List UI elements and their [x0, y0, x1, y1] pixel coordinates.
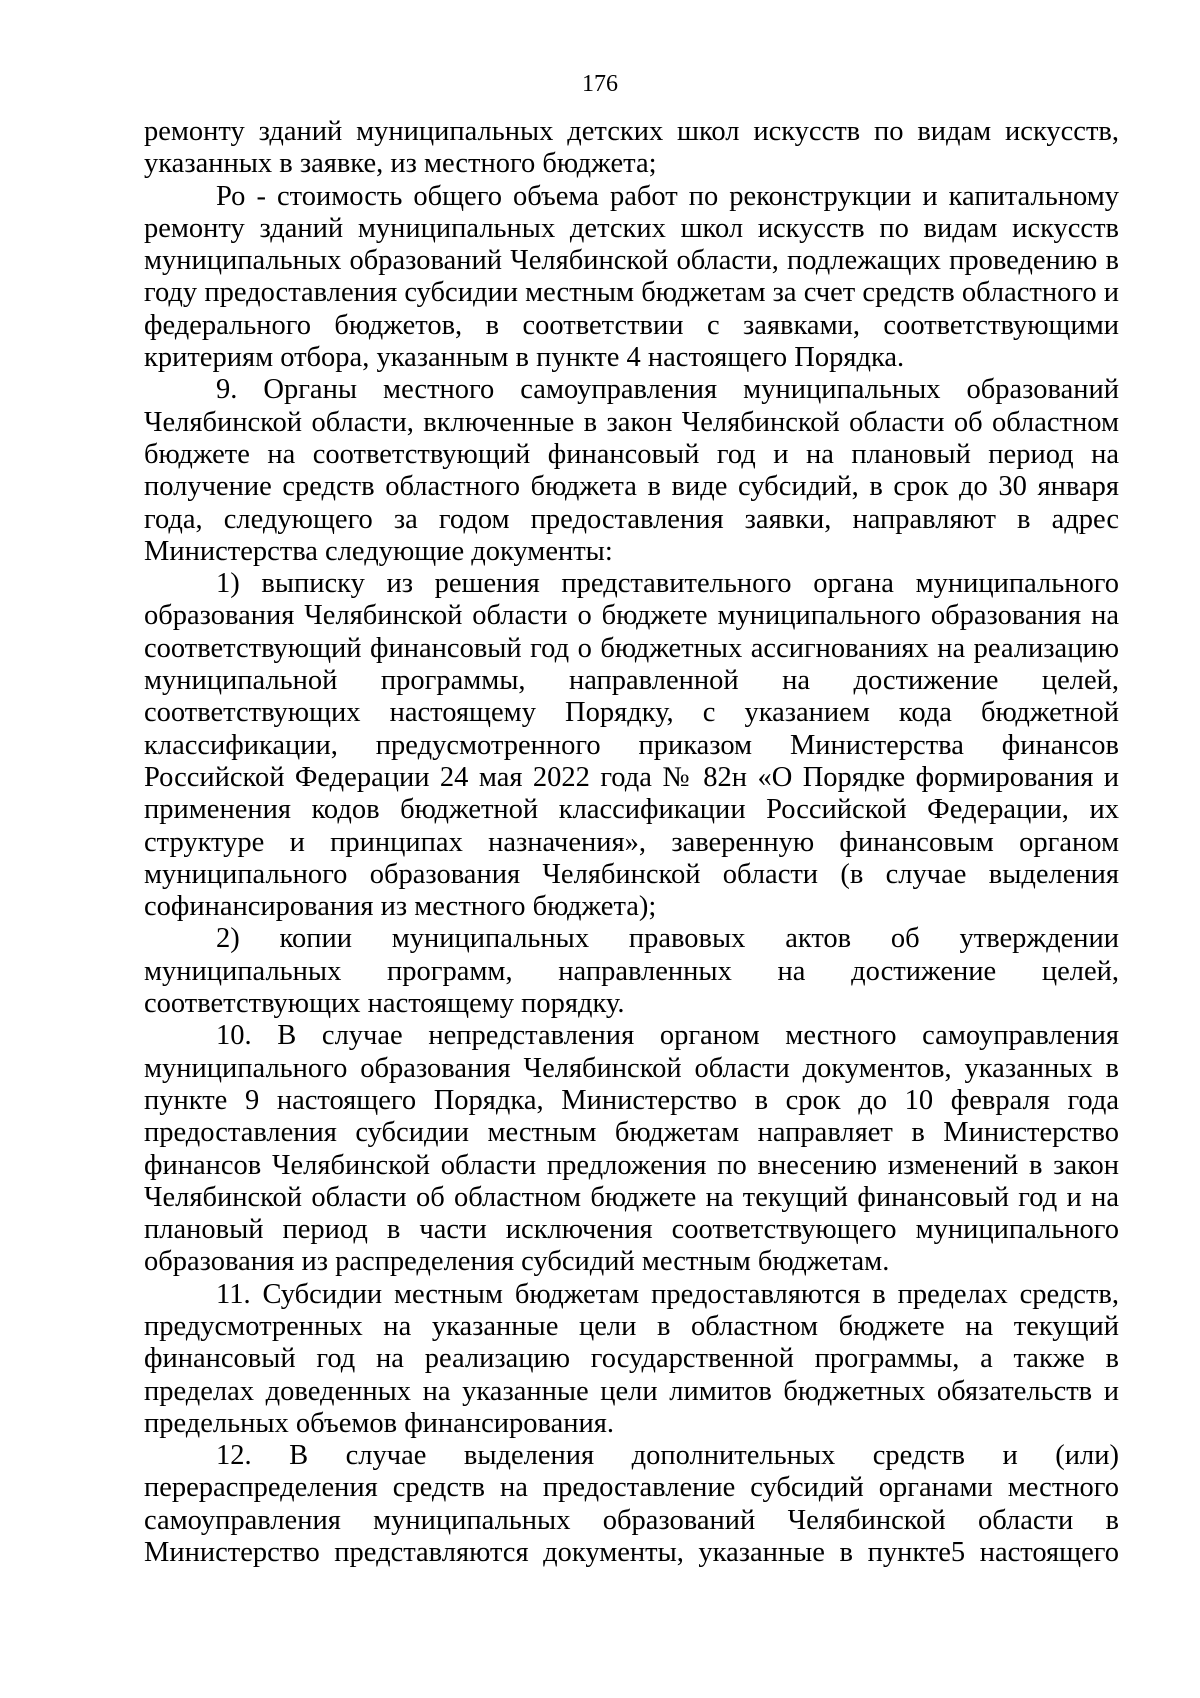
paragraph-item-11: 11. Субсидии местным бюджетам предоставляются в пределах средств, предусмотренных на указанные цели в областном бюджете на текущий финансовый год на реализацию государственной программы, а также в пределах доведенных на указанные цели лимитов бюджетных обязательств и предельных объемов финансирования. [144, 1278, 1119, 1439]
paragraph-subitem-1: 1) выписку из решения представительного органа муниципального образования Челябинской области о бюджете муниципального образования на соответствующий финансовый год о бюджетных ассигнованиях на реализацию муниципальной программы, направленной на достижение целей, соответствующих настоящему Порядку, с указанием кода бюджетной классификации, предусмотренного приказом Министерства финансов Российской Федерации 24 мая 2022 года № 82н «О Порядке формирования и применения кодов бюджетной классификации Российской Федерации, их структуре и принципах назначения», заверенную финансовым органом муниципального образования Челябинской области (в случае выделения софинансирования из местного бюджета); [144, 568, 1119, 923]
page-number: 176 [582, 71, 618, 97]
paragraph-subitem-2: 2) копии муниципальных правовых актов об утверждении муниципальных программ, направленных на достижение целей, соответствующих настоящему порядку. [144, 923, 1119, 1020]
paragraph-item-10: 10. В случае непредставления органом местного самоуправления муниципального образования Челябинской области документов, указанных в пункте 9 настоящего Порядка, Министерство в срок до 10 февраля года предоставления субсидии местным бюджетам направляет в Министерство финансов Челябинской области предложения по внесению изменений в закон Челябинской области об областном бюджете на текущий финансовый год и на плановый период в части исключения соответствующего муниципального образования из распределения субсидий местным бюджетам. [144, 1020, 1119, 1278]
paragraph-item-12: 12. В случае выделения дополнительных средств и (или) перераспределения средств на предоставление субсидий органами местного самоуправления муниципальных образований Челябинской области в Министерство представляются документы, указанные в пункте5 настоящего [144, 1440, 1119, 1569]
paragraph-ro-definition: Ро - стоимость общего объема работ по реконструкции и капитальному ремонту зданий муниципальных детских школ искусств по видам искусств муниципальных образований Челябинской области, подлежащих проведению в году предоставления субсидии местным бюджетам за счет средств областного и федерального бюджетов, в соответствии с заявками, соответствующими критериям отбора, указанным в пункте 4 настоящего Порядка. [144, 180, 1119, 374]
paragraph-item-9: 9. Органы местного самоуправления муниципальных образований Челябинской области, включенные в закон Челябинской области об областном бюджете на соответствующий финансовый год и на плановый период на получение средств областного бюджета в виде субсидий, в срок до 30 января года, следующего за годом предоставления заявки, направляют в адрес Министерства следующие документы: [144, 374, 1119, 567]
paragraph-continuation: ремонту зданий муниципальных детских школ искусств по видам искусств, указанных в заявке, из местного бюджета; [144, 116, 1119, 180]
document-body [144, 116, 1119, 1569]
